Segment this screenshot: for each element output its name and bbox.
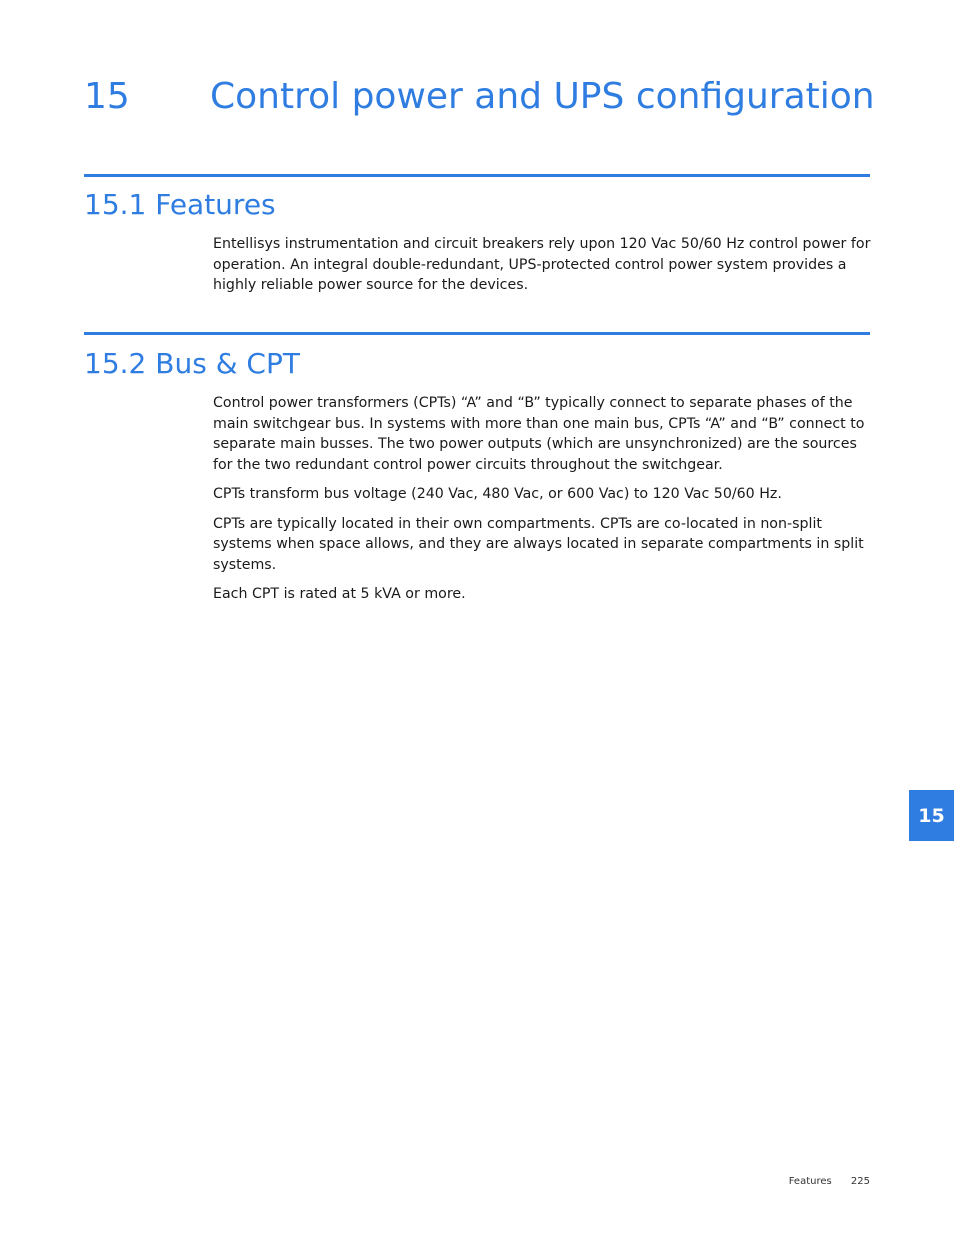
paragraph: CPTs transform bus voltage (240 Vac, 480 Vac, or 600 Vac) to 120 Vac 50/60 Hz. xyxy=(213,486,782,502)
chapter-title: Control power and UPS configuration xyxy=(210,76,875,117)
section-heading-bus-cpt: 15.2 Bus & CPT xyxy=(84,347,300,380)
page-number: 225 xyxy=(850,1176,870,1187)
page-footer xyxy=(789,1175,870,1189)
section-divider xyxy=(84,174,870,177)
chapter-tab xyxy=(909,790,954,841)
paragraph: Control power transformers (CPTs) “A” and “B” typically connect to separate phases of the main switchgear bus. In systems with more than one main bus, CPTs “A” and “B” connect to separate main busses. The two power outputs (which are unsynchronized) are the sources for the two redundant control power circuits throughout the switchgear. xyxy=(213,395,865,473)
paragraph: CPTs are typically located in their own compartments. CPTs are co-located in non-split systems when space allows, and they are always located in separate compartments in split systems. xyxy=(213,515,864,573)
paragraph: Each CPT is rated at 5 kVA or more. xyxy=(213,586,466,602)
chapter-number: 15 xyxy=(84,76,130,117)
section-body-bus-cpt xyxy=(213,393,875,614)
section-body-features xyxy=(213,234,875,305)
section-heading-features: 15.1 Features xyxy=(84,188,276,221)
chapter-tab-label: 15 xyxy=(918,804,945,827)
section-divider xyxy=(84,332,870,335)
footer-section-label: Features xyxy=(788,1176,832,1187)
paragraph: Entellisys instrumentation and circuit breakers rely upon 120 Vac 50/60 Hz control power for operation. An integral double-redundant, UPS-protected control power system provides a highly reliable power source for the devices. xyxy=(213,236,871,293)
